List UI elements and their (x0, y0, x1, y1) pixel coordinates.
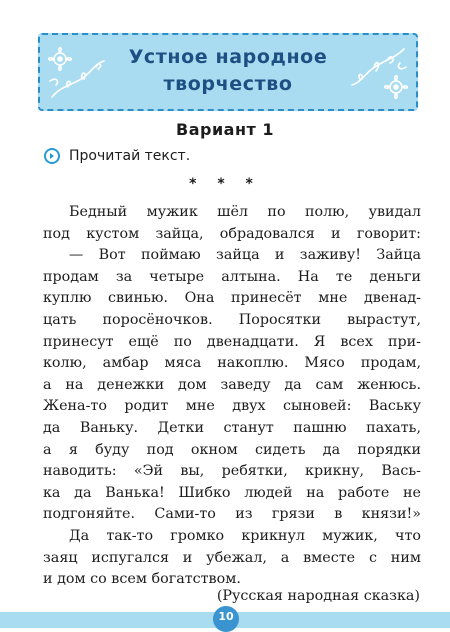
story-line: и дом со всем богатством. (43, 571, 241, 588)
title-banner (38, 33, 418, 111)
story-line: а я буду под окном сидеть да порядки (43, 441, 421, 458)
task-instruction (44, 148, 190, 164)
story-source: (Русская народная сказка) (216, 588, 420, 604)
section-stars: * * * (189, 176, 261, 192)
story-line: под кустом зайца, обрадовался и говорит: (43, 225, 421, 242)
story-text (43, 202, 421, 591)
arrow-circle-icon (44, 148, 60, 164)
story-line: ка да Ванька! Шибко людей на работе не (43, 484, 421, 501)
story-line: — Вот поймаю зайца и заживу! Зайца (69, 247, 421, 264)
story-line: да Ваньку. Детки станут пашню пахать, (43, 419, 421, 436)
page-number-badge: 10 (213, 606, 239, 632)
variant-heading: Вариант 1 (176, 120, 274, 139)
story-line: заяц испугался и убежал, а вместе с ним (43, 549, 421, 566)
story-line: колю, амбар мяса накоплю. Мясо продам, (43, 355, 421, 372)
story-line: продам за четыре алтына. На те деньги (43, 268, 421, 285)
story-line: наводить: «Эй вы, ребятки, крикну, Вась- (43, 463, 421, 480)
story-line: принесут ещё по двенадцати. Я всех при- (43, 333, 421, 350)
story-line: Бедный мужик шёл по полю, увидал (69, 204, 421, 220)
banner-title-line1: Устное народное (128, 46, 328, 68)
story-line: Да так-то громко крикнул мужик, что (69, 527, 421, 544)
story-line: цать поросёночков. Поросятки вырастут, (43, 311, 421, 328)
story-line: а на денежки дом заведу да сам женюсь. (43, 376, 421, 393)
banner-title (40, 44, 416, 98)
task-text: Прочитай текст. (69, 148, 191, 164)
story-line: подгоняйте. Сами-то из грязи в князи!» (43, 506, 421, 523)
story-line: куплю свинью. Она принесёт мне двенад- (43, 290, 421, 307)
banner-title-line2: творчество (163, 73, 293, 95)
story-line: Жена-то родит мне двух сыновей: Ваську (43, 398, 421, 415)
